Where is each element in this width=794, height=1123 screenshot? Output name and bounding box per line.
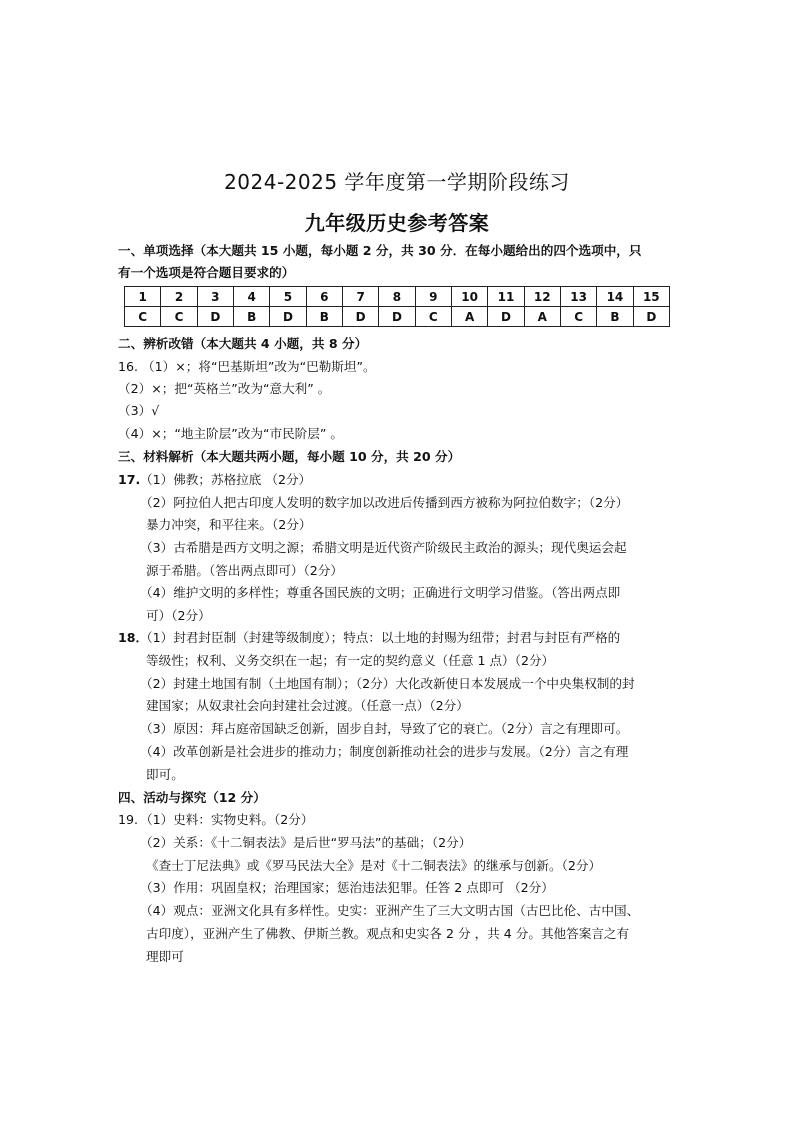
q18-line: （4）改革创新是社会进步的推动力；制度创新推动社会的进步与发展。（2分）言之有理 [140,744,629,759]
question-number: 9 [415,287,451,307]
q16-item4: （4）×；“地主阶层”改为“市民阶层” 。 [118,426,343,441]
q17-line: （1）佛教；苏格拉底 （2分） [140,472,312,487]
answer-letter: D [633,307,669,327]
question-number: 11 [488,287,524,307]
answer-letter: C [125,307,161,327]
answer-letter: C [161,307,197,327]
q18-line: 等级性；权利、义务交织在一起；有一定的契约意义（任意 1 点）（2分） [146,653,555,668]
question-number: 13 [560,287,596,307]
q18-line: 即可。 [146,767,184,782]
answer-letter: C [560,307,596,327]
question-number: 6 [306,287,342,307]
q17-line: 源于希腊。（答出两点即可）（2分） [146,563,343,578]
answer-letter: B [306,307,342,327]
answer-letter: D [197,307,233,327]
q19-line: （4）观点：亚洲文化具有多样性。史实：亚洲产生了三大文明古国（古巴比伦、古中国、 [140,903,640,918]
question-number: 2 [161,287,197,307]
section3-heading: 三、材料解析（本大题共两小题，每小题 10 分，共 20 分） [118,449,461,464]
document-title: 2024-2025 学年度第一学期阶段练习 [224,170,570,194]
question-number: 14 [597,287,633,307]
q17-line: （3）古希腊是西方文明之源；希腊文明是近代资产阶级民主政治的源头；现代奥运会起 [140,540,627,555]
q16-item2: （2）×；把“英格兰”改为“意大利” 。 [118,381,331,396]
q18-line: 建国家；从奴隶社会向封建社会过渡。（任意一点）（2分） [146,698,469,713]
q19-line: 古印度），亚洲产生了佛教、伊斯兰教。观点和史实各 2 分 ，共 4 分。其他答案言之有 [146,926,630,941]
answer-letter: D [342,307,378,327]
q17-number: 17. [118,472,141,487]
answer-letter: A [451,307,487,327]
document-subtitle: 九年级历史参考答案 [304,211,490,235]
section2-heading: 二、辨析改错（本大题共 4 小题，共 8 分） [118,336,368,351]
section1-heading-line2: 有一个选项是符合题目要求的） [118,265,295,280]
answer-letter: A [524,307,560,327]
q16-item1: 16. （1）×；将“巴基斯坦”改为“巴勒斯坦”。 [118,359,376,374]
answer-letter: D [270,307,306,327]
q18-number: 18． [118,630,149,645]
question-number: 10 [451,287,487,307]
answer-table-numbers-row [125,287,670,307]
q19-line: （1）史料：实物史料。（2分） [140,812,314,827]
question-number: 8 [379,287,415,307]
q17-line: 可）（2分） [146,608,211,623]
q19-line: 《查士丁尼法典》或《罗马民法大全》是对《十二铜表法》的继承与创新。（2分） [146,858,602,873]
q17-line: （4）维护文明的多样性；尊重各国民族的文明；正确进行文明学习借鉴。（答出两点即 [140,585,621,600]
q18-line: （2）封建土地国有制（土地国有制）；（2分）大化改新使日本发展成一个中央集权制的封 [140,676,635,691]
answer-letter: C [415,307,451,327]
q19-line: 理即可 [146,949,184,964]
answer-letter: B [233,307,269,327]
q18-line: （3）原因：拜占庭帝国缺乏创新，固步自封，导致了它的衰亡。（2分）言之有理即可。 [140,721,629,736]
q19-line: （3）作用：巩固皇权；治理国家；惩治违法犯罪。任答 2 点即可 （2分） [140,880,554,895]
question-number: 15 [633,287,669,307]
answer-letter: D [488,307,524,327]
section1-heading-line1: 一、单项选择（本大题共 15 小题，每小题 2 分，共 30 分．在每小题给出的四个选项中，只 [118,243,642,258]
answer-letter: D [379,307,415,327]
question-number: 5 [270,287,306,307]
question-number: 12 [524,287,560,307]
answer-table-answers-row [125,307,670,327]
question-number: 7 [342,287,378,307]
question-number: 4 [233,287,269,307]
q18-line: （1）封君封臣制（封建等级制度）；特点：以土地的封赐为纽带；封君与封臣有严格的 [140,630,621,645]
q19-line: （2）关系：《十二铜表法》是后世“罗马法”的基础；（2分） [140,835,472,850]
q17-line: （2）阿拉伯人把古印度人发明的数字加以改进后传播到西方被称为阿拉伯数字；（2分） [140,495,629,510]
answer-letter: B [597,307,633,327]
q16-item3: （3）√ [118,403,160,418]
question-number: 1 [125,287,161,307]
q17-line: 暴力冲突，和平往来。（2分） [146,517,312,532]
section4-heading: 四、活动与探究（12 分） [118,790,266,805]
question-number: 3 [197,287,233,307]
q19-number: 19. [118,812,139,827]
answer-table [124,286,670,327]
